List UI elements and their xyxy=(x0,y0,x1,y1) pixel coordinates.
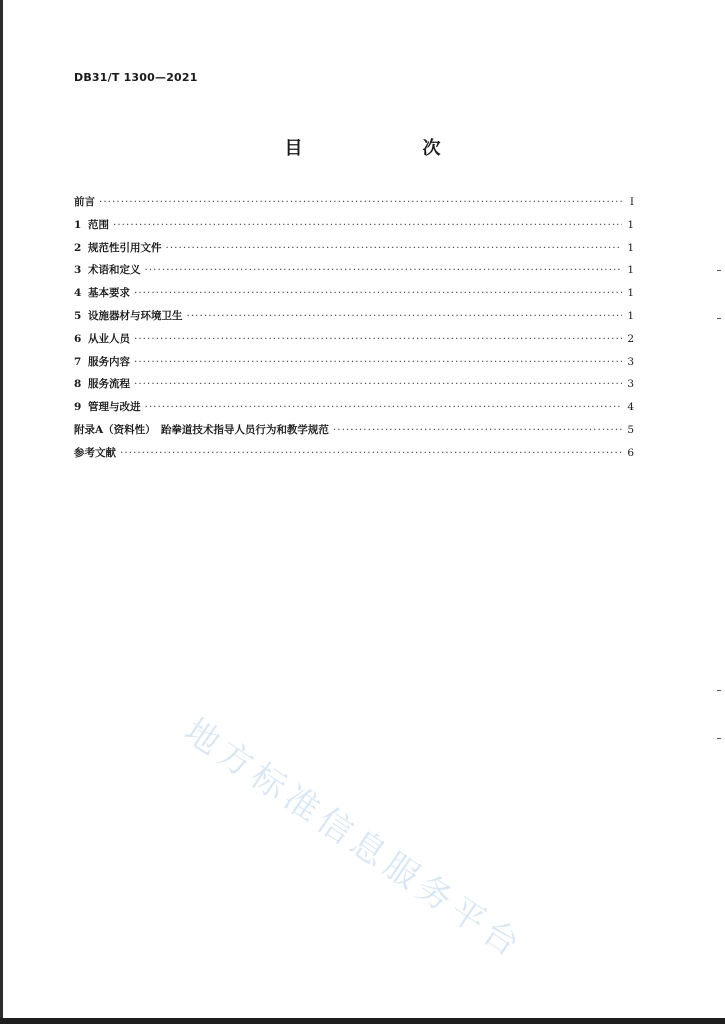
toc-entry-page: 1 xyxy=(627,241,634,254)
toc-leader-dots xyxy=(166,242,623,254)
toc-leader-dots xyxy=(113,219,622,231)
toc-entry-personnel[interactable] xyxy=(74,331,634,354)
toc-entry-page: 2 xyxy=(627,332,634,345)
toc-leader-dots xyxy=(134,287,622,299)
toc-leader-dots xyxy=(145,401,623,413)
toc-entry-label: 从业人员 xyxy=(88,332,130,345)
toc-entry-number: 9 xyxy=(74,401,82,414)
toc-entry-page: 1 xyxy=(627,287,634,300)
toc-entry-service-content[interactable] xyxy=(74,354,634,377)
toc-entry-number: 4 xyxy=(74,287,82,300)
toc-entry-facilities[interactable] xyxy=(74,308,634,331)
toc-entry-page: 6 xyxy=(627,446,634,459)
toc-entry-page: 1 xyxy=(627,264,634,277)
standard-code: DB31/T 1300—2021 xyxy=(74,71,198,84)
toc-entry-label: 参考文献 xyxy=(74,446,116,459)
toc-entry-page: 1 xyxy=(627,218,634,231)
toc-entry-page: 3 xyxy=(627,378,634,391)
toc-leader-dots xyxy=(187,310,623,322)
toc-entry-label: 规范性引用文件 xyxy=(88,241,162,254)
toc-entry-preface[interactable] xyxy=(74,194,634,217)
margin-tick xyxy=(717,270,721,271)
toc-leader-dots xyxy=(134,378,622,390)
toc-entry-number: 1 xyxy=(74,218,82,231)
toc-entry-page: 4 xyxy=(627,401,634,414)
toc-entry-label: 设施器材与环境卫生 xyxy=(88,309,183,322)
toc-entry-basic-requirements[interactable] xyxy=(74,285,634,308)
toc-entry-number: 8 xyxy=(74,378,82,391)
scan-bottom-edge xyxy=(0,1018,725,1024)
toc-entry-normative-references[interactable] xyxy=(74,240,634,263)
toc-entry-number: 3 xyxy=(74,264,82,277)
table-of-contents xyxy=(74,194,634,468)
toc-entry-number: 6 xyxy=(74,332,82,345)
toc-leader-dots xyxy=(333,424,622,436)
toc-entry-label: 服务内容 xyxy=(88,355,130,368)
toc-leader-dots xyxy=(120,447,622,459)
toc-entry-label: 术语和定义 xyxy=(88,264,141,277)
toc-leader-dots xyxy=(99,196,622,208)
toc-entry-label: 范围 xyxy=(88,218,109,231)
toc-entry-page: 5 xyxy=(627,423,634,436)
toc-leader-dots xyxy=(134,333,622,345)
toc-entry-page: I xyxy=(629,196,634,208)
toc-entry-terms-definitions[interactable] xyxy=(74,262,634,285)
toc-entry-bibliography[interactable] xyxy=(74,445,634,468)
toc-entry-number: 7 xyxy=(74,355,82,368)
toc-leader-dots xyxy=(145,264,623,276)
toc-entry-number: 2 xyxy=(74,241,82,254)
toc-entry-label: 管理与改进 xyxy=(88,401,141,414)
toc-entry-label: 基本要求 xyxy=(88,287,130,300)
margin-tick xyxy=(717,318,721,319)
margin-tick xyxy=(717,738,721,739)
toc-entry-scope[interactable] xyxy=(74,217,634,240)
watermark-text: 地方标准信息服务平台 xyxy=(176,710,531,968)
toc-entry-label: 前言 xyxy=(74,196,95,208)
toc-title: 目 次 xyxy=(284,138,469,159)
toc-leader-dots xyxy=(134,356,622,368)
toc-entry-management[interactable] xyxy=(74,399,634,422)
margin-tick xyxy=(717,690,721,691)
toc-entry-number: 5 xyxy=(74,309,82,322)
toc-entry-page: 1 xyxy=(627,309,634,322)
toc-entry-appendix-a[interactable] xyxy=(74,422,634,445)
toc-entry-label: 附录A（资料性） 跆拳道技术指导人员行为和教学规范 xyxy=(74,423,329,436)
toc-entry-page: 3 xyxy=(627,355,634,368)
toc-entry-label: 服务流程 xyxy=(88,378,130,391)
toc-entry-service-process[interactable] xyxy=(74,376,634,399)
